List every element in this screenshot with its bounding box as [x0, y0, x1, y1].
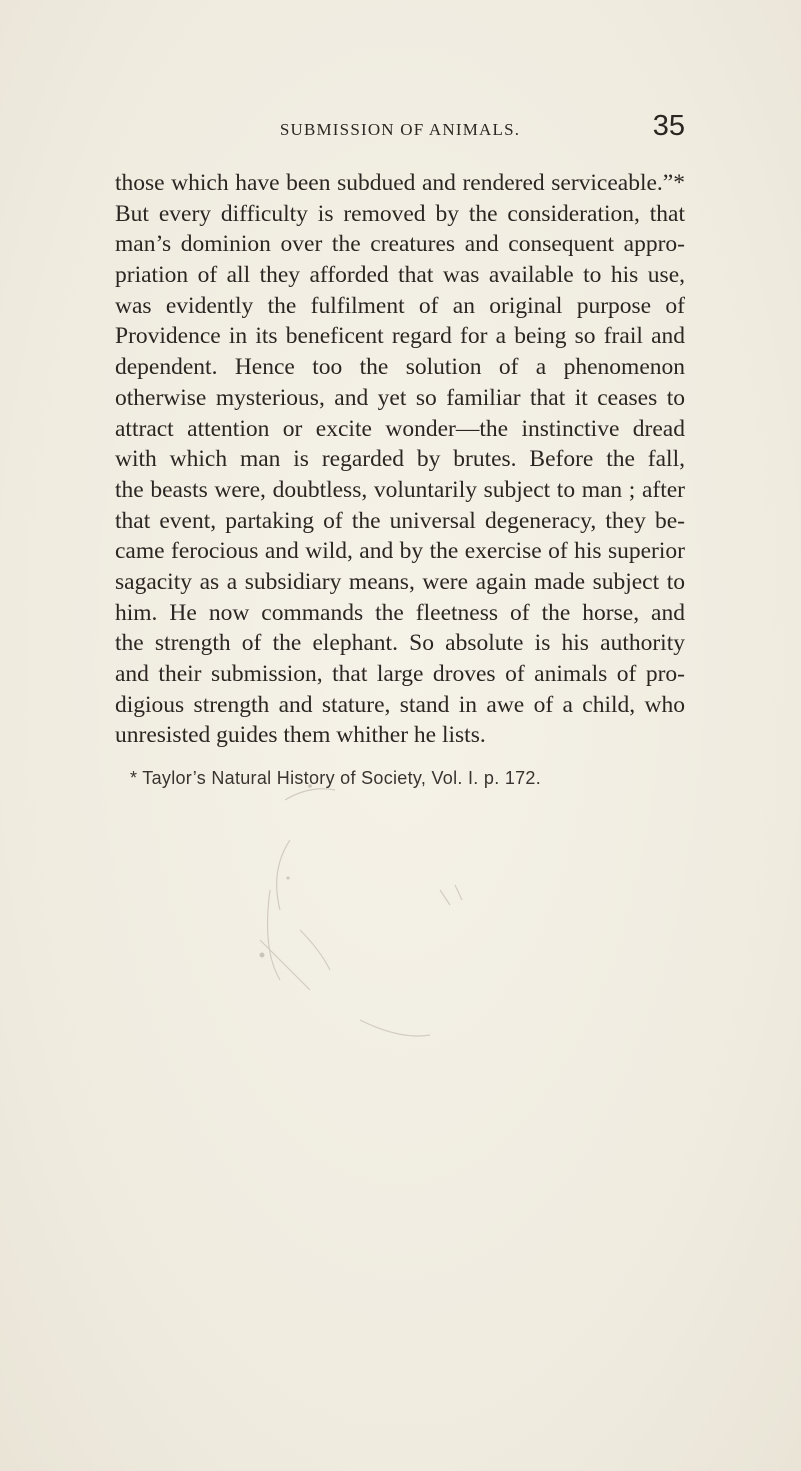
text-line: with which man is regarded by brutes. Before the fall, [115, 446, 685, 473]
text-line: him. He now commands the fleetness of the horse, and [115, 599, 685, 626]
text-line: that event, partaking of the universal degeneracy, they be- [115, 507, 685, 534]
text-line: attract attention or excite wonder—the instinctive dread [115, 415, 685, 442]
text-line: unresisted guides them whither he lists. [115, 722, 486, 749]
text-line: Providence in its beneficent regard for a being so frail and [115, 323, 685, 350]
page-number: 35 [652, 110, 685, 142]
text-line: dependent. Hence too the solution of a phenomenon [115, 354, 685, 381]
text-line: otherwise mysterious, and yet so familiar that it ceases to [115, 384, 685, 411]
text-line: was evidently the fulfilment of an original purpose of [115, 292, 685, 319]
faded-show-through-marks [240, 780, 530, 1080]
text-line: digious strength and stature, stand in awe of a child, who [115, 691, 685, 718]
text-line: those which have been subdued and rendered serviceable.”* [115, 170, 685, 196]
body-paragraph [115, 168, 685, 751]
text-line: priation of all they afforded that was available to his use, [115, 262, 685, 289]
footnote: * Taylor’s Natural History of Society, Vol. I. p. 172. [130, 768, 542, 788]
text-line: the beasts were, doubtless, voluntarily subject to man ; after [115, 476, 685, 503]
text-line: But every difficulty is removed by the consideration, that [115, 200, 685, 227]
running-head [115, 110, 685, 146]
text-line: man’s dominion over the creatures and consequent appro- [115, 231, 685, 258]
text-line: and their submission, that large droves of animals of pro- [115, 661, 685, 687]
text-line: the strength of the elephant. So absolute is his authority [115, 630, 685, 657]
text-line: came ferocious and wild, and by the exercise of his superior [115, 538, 685, 565]
text-line: sagacity as a subsidiary means, were again made subject to [115, 568, 685, 595]
running-title: SUBMISSION OF ANIMALS. [279, 120, 521, 139]
